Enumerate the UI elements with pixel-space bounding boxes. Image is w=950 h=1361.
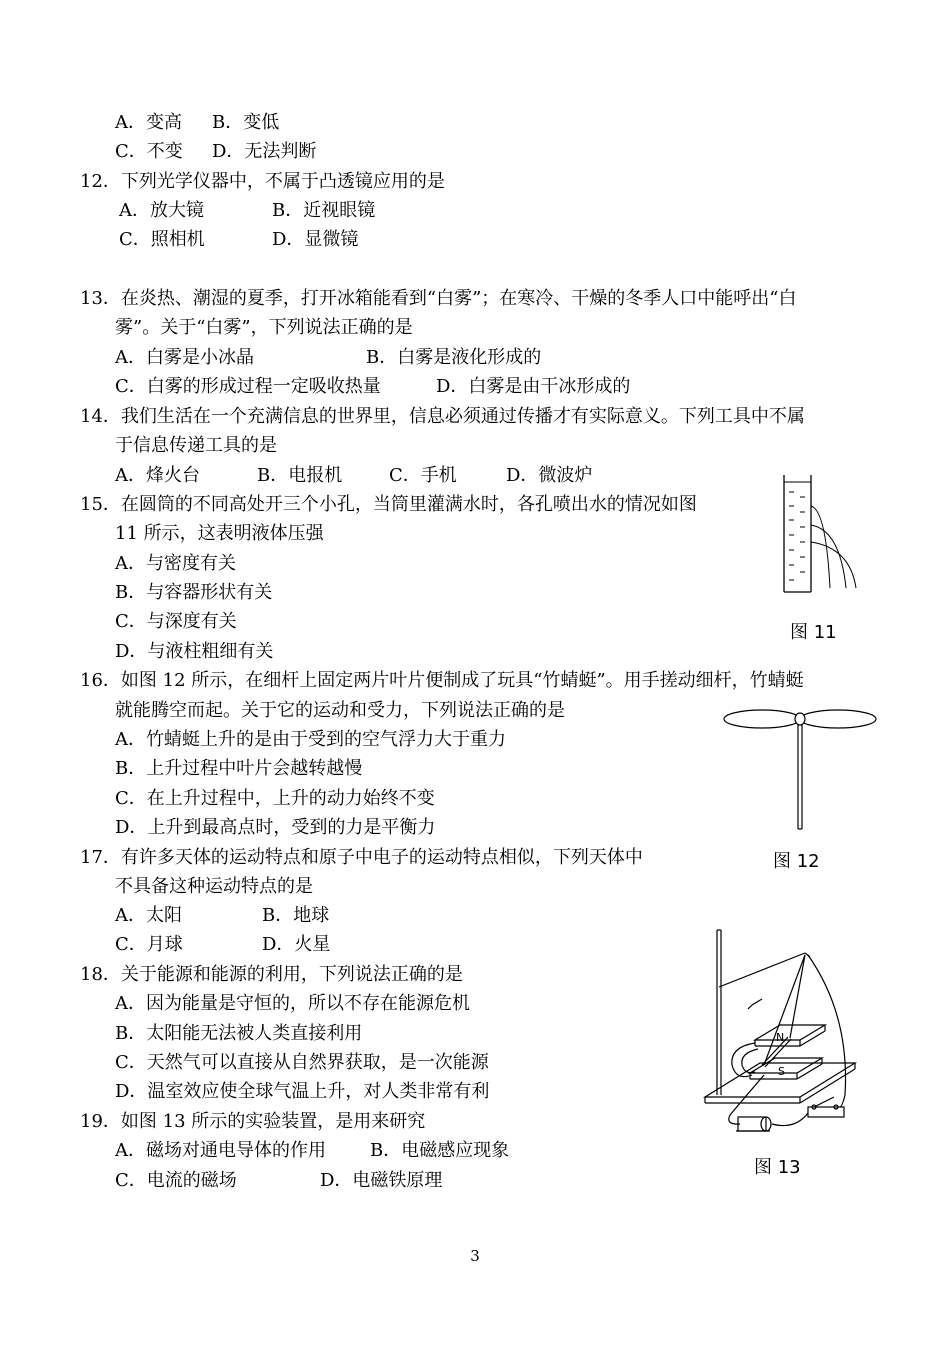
page-number: 3 bbox=[470, 1247, 480, 1265]
q13-stem-line2: 雾”。关于“白雾”，下列说法正确的是 bbox=[115, 317, 413, 338]
q19-option-c: C．电流的磁场 bbox=[115, 1170, 237, 1191]
figure-12-caption: 图 12 bbox=[773, 851, 820, 872]
q15-stem-line2: 11 所示，这表明液体压强 bbox=[115, 523, 324, 544]
q17-option-b: B．地球 bbox=[262, 905, 330, 926]
q14-option-c: C．手机 bbox=[389, 465, 457, 486]
magnet-label-s: S bbox=[778, 1065, 785, 1078]
q17-option-c: C．月球 bbox=[115, 934, 183, 955]
q14-stem-line2: 于信息传递工具的是 bbox=[115, 435, 277, 456]
figure-13-caption: 图 13 bbox=[754, 1157, 801, 1178]
q18-option-d: D．温室效应使全球气温上升，对人类非常有利 bbox=[115, 1081, 490, 1102]
q15-option-a: A．与密度有关 bbox=[115, 553, 236, 574]
q15-option-b: B．与容器形状有关 bbox=[115, 582, 273, 603]
figure-11-caption: 图 11 bbox=[790, 622, 837, 643]
q17-stem-line2: 不具备这种运动特点的是 bbox=[115, 876, 313, 897]
q16-option-d: D．上升到最高点时，受到的力是平衡力 bbox=[115, 817, 436, 838]
q15-option-d: D．与液柱粗细有关 bbox=[115, 641, 274, 662]
q18-option-c: C．天然气可以直接从自然界获取，是一次能源 bbox=[115, 1052, 489, 1073]
q11-option-d: D．无法判断 bbox=[212, 141, 317, 162]
q14-stem-line1: 14．我们生活在一个充满信息的世界里，信息必须通过传播才有实际意义。下列工具中不属 bbox=[80, 406, 805, 427]
q16-option-a: A．竹蜻蜓上升的是由于受到的空气浮力大于重力 bbox=[115, 729, 506, 750]
q13-option-b: B．白雾是液化形成的 bbox=[366, 347, 542, 368]
q13-stem-line1: 13．在炎热、潮湿的夏季，打开冰箱能看到“白雾”；在寒冷、干燥的冬季人口中能呼出“白 bbox=[80, 288, 797, 309]
q12-option-c: C．照相机 bbox=[119, 229, 205, 250]
q14-option-b: B．电报机 bbox=[257, 465, 343, 486]
q11-option-c: C．不变 bbox=[115, 141, 183, 162]
q13-option-d: D．白雾是由干冰形成的 bbox=[436, 376, 631, 397]
figure-11-cylinder-diagram bbox=[780, 470, 870, 600]
q19-option-a: A．磁场对通电导体的作用 bbox=[115, 1140, 326, 1161]
q16-option-b: B．上升过程中叶片会越转越慢 bbox=[115, 758, 363, 779]
q18-stem: 18．关于能源和能源的利用，下列说法正确的是 bbox=[80, 964, 463, 985]
q15-option-c: C．与深度有关 bbox=[115, 611, 237, 632]
figure-13-experiment-apparatus bbox=[700, 925, 870, 1140]
q12-option-b: B．近视眼镜 bbox=[272, 200, 376, 221]
q13-option-c: C．白雾的形成过程一定吸收热量 bbox=[115, 376, 381, 397]
q18-option-a: A．因为能量是守恒的，所以不存在能源危机 bbox=[115, 993, 470, 1014]
q12-option-a: A．放大镜 bbox=[119, 200, 204, 221]
q11-option-b: B．变低 bbox=[212, 112, 280, 133]
q16-stem-line2: 就能腾空而起。关于它的运动和受力，下列说法正确的是 bbox=[115, 700, 565, 721]
q16-stem-line1: 16．如图 12 所示，在细杆上固定两片叶片便制成了玩具“竹蜻蜓”。用手搓动细杆，竹蜻蜓 bbox=[80, 670, 804, 691]
q13-option-a: A．白雾是小冰晶 bbox=[115, 347, 254, 368]
figure-12-bamboo-dragonfly-diagram bbox=[720, 705, 880, 835]
q17-stem-line1: 17．有许多天体的运动特点和原子中电子的运动特点相似，下列天体中 bbox=[80, 847, 643, 868]
q14-option-d: D．微波炉 bbox=[506, 465, 593, 486]
q11-option-a: A．变高 bbox=[115, 112, 182, 133]
q19-option-b: B．电磁感应现象 bbox=[370, 1140, 510, 1161]
q17-option-d: D．火星 bbox=[262, 934, 331, 955]
magnet-label-n: N bbox=[776, 1031, 785, 1044]
q14-option-a: A．烽火台 bbox=[115, 465, 200, 486]
q15-stem-line1: 15．在圆筒的不同高处开三个小孔，当筒里灌满水时，各孔喷出水的情况如图 bbox=[80, 494, 697, 515]
q18-option-b: B．太阳能无法被人类直接利用 bbox=[115, 1023, 363, 1044]
q17-option-a: A．太阳 bbox=[115, 905, 182, 926]
q12-option-d: D．显微镜 bbox=[272, 229, 359, 250]
q19-option-d: D．电磁铁原理 bbox=[320, 1170, 443, 1191]
q19-stem: 19．如图 13 所示的实验装置，是用来研究 bbox=[80, 1111, 426, 1132]
q12-stem: 12．下列光学仪器中，不属于凸透镜应用的是 bbox=[80, 171, 445, 192]
q16-option-c: C．在上升过程中，上升的动力始终不变 bbox=[115, 788, 435, 809]
